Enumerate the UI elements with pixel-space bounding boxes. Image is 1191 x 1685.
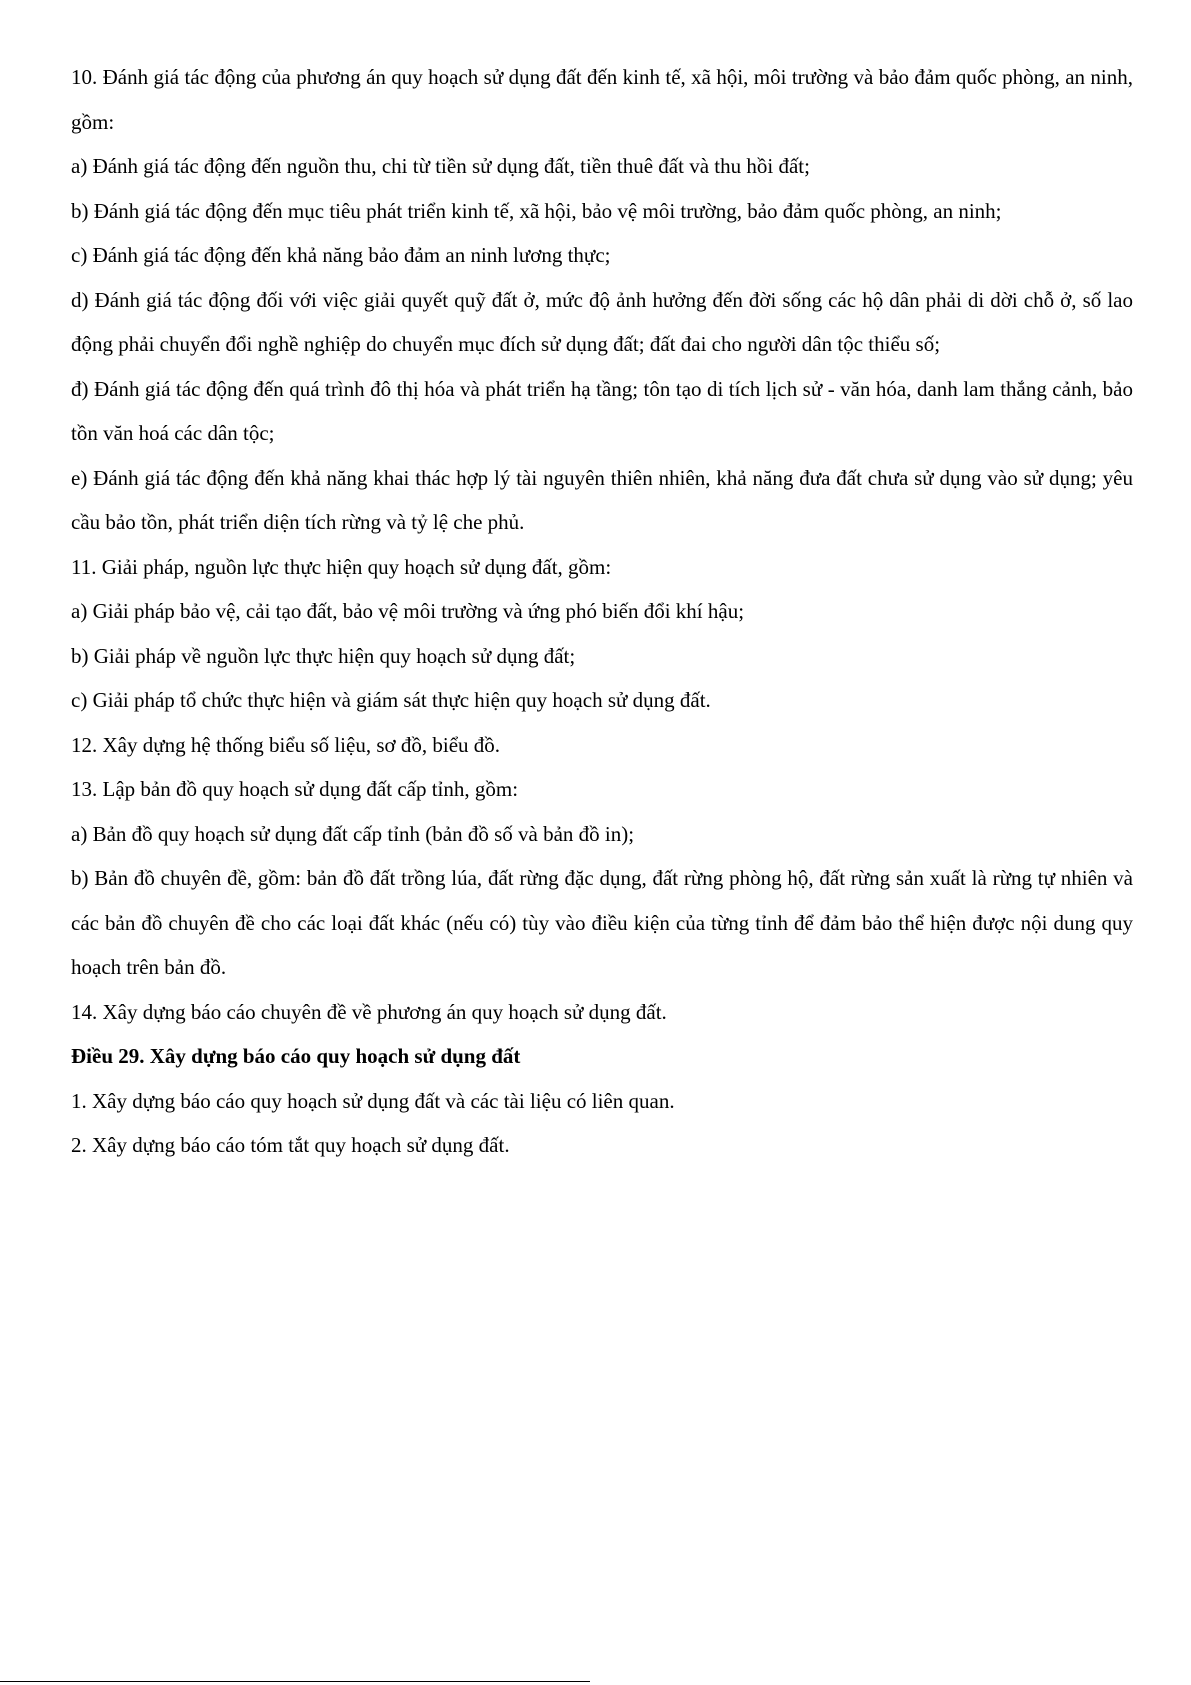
- item-10c: c) Đánh giá tác động đến khả năng bảo đảm an ninh lương thực;: [71, 243, 611, 267]
- item-10dd: đ) Đánh giá tác động đến quá trình đô thị hóa và phát triển hạ tầng; tôn tạo di tích lịch sử - văn hóa, danh lam thắng cảnh, bảo tồn văn hoá các dân tộc;: [71, 376, 1133, 445]
- item-10b: b) Đánh giá tác động đến mục tiêu phát triển kinh tế, xã hội, bảo vệ môi trường, bảo đảm quốc phòng, an ninh;: [71, 198, 1002, 223]
- item-14: 14. Xây dựng báo cáo chuyên đề về phương án quy hoạch sử dụng đất.: [71, 999, 667, 1024]
- article-29-heading: Điều 29. Xây dựng báo cáo quy hoạch sử dụng đất: [71, 1044, 521, 1068]
- footnote-separator: [0, 1681, 590, 1682]
- item-10: 10. Đánh giá tác động của phương án quy hoạch sử dụng đất đến kinh tế, xã hội, môi trường và bảo đảm quốc phòng, an ninh, gồm:: [71, 65, 1133, 134]
- item-13b: b) Bản đồ chuyên đề, gồm: bản đồ đất trồng lúa, đất rừng đặc dụng, đất rừng phòng hộ, đất rừng sản xuất là rừng tự nhiên và các bản đồ chuyên đề cho các loại đất khác (nếu có) tùy vào điều kiện của từng tỉnh để đảm bảo thể hiện được nội dung quy hoạch trên bản đồ.: [71, 866, 1133, 979]
- item-10d: d) Đánh giá tác động đối với việc giải quyết quỹ đất ở, mức độ ảnh hưởng đến đời sống các hộ dân phải di dời chỗ ở, số lao động phải chuyển đổi nghề nghiệp do chuyển mục đích sử dụng đất; đất đai cho người dân tộc thiểu số;: [71, 287, 1133, 356]
- item-11b: b) Giải pháp về nguồn lực thực hiện quy hoạch sử dụng đất;: [71, 643, 576, 668]
- document-body: [71, 55, 1133, 1168]
- item-12: 12. Xây dựng hệ thống biểu số liệu, sơ đồ, biểu đồ.: [71, 732, 501, 757]
- article-29-item-2: 2. Xây dựng báo cáo tóm tắt quy hoạch sử dụng đất.: [71, 1133, 510, 1157]
- item-13: 13. Lập bản đồ quy hoạch sử dụng đất cấp tỉnh, gồm:: [71, 777, 519, 801]
- article-29-item-1: 1. Xây dựng báo cáo quy hoạch sử dụng đất và các tài liệu có liên quan.: [71, 1088, 675, 1113]
- item-11c: c) Giải pháp tổ chức thực hiện và giám sát thực hiện quy hoạch sử dụng đất.: [71, 688, 711, 712]
- item-11a: a) Giải pháp bảo vệ, cải tạo đất, bảo vệ môi trường và ứng phó biến đổi khí hậu;: [71, 599, 745, 623]
- item-10e: e) Đánh giá tác động đến khả năng khai thác hợp lý tài nguyên thiên nhiên, khả năng đưa đất chưa sử dụng vào sử dụng; yêu cầu bảo tồn, phát triển diện tích rừng và tỷ lệ che phủ.: [71, 465, 1133, 534]
- item-13a: a) Bản đồ quy hoạch sử dụng đất cấp tỉnh (bản đồ số và bản đồ in);: [71, 821, 635, 846]
- item-11: 11. Giải pháp, nguồn lực thực hiện quy hoạch sử dụng đất, gồm:: [71, 554, 612, 579]
- item-10a: a) Đánh giá tác động đến nguồn thu, chi từ tiền sử dụng đất, tiền thuê đất và thu hồi đất;: [71, 154, 810, 178]
